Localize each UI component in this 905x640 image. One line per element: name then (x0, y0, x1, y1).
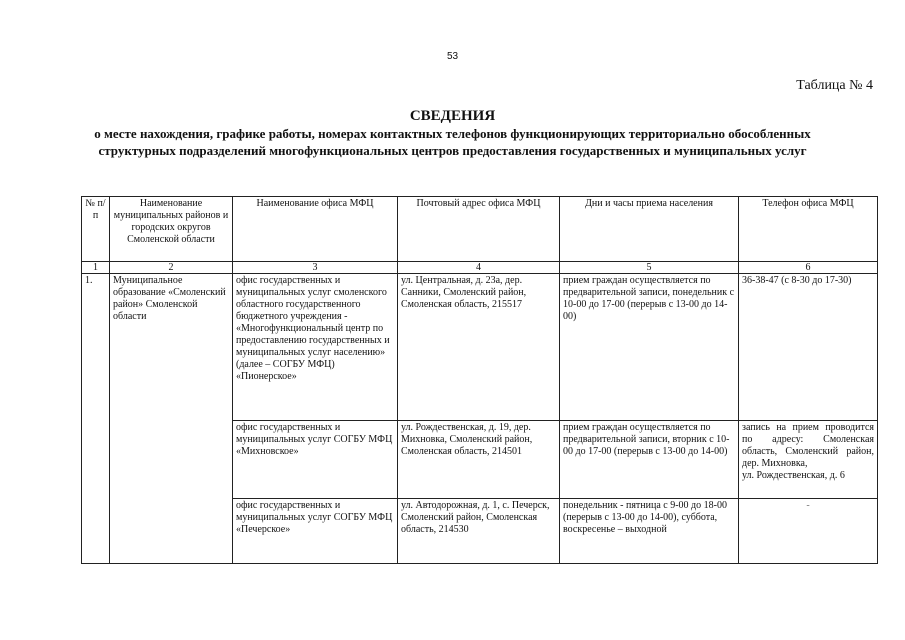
office-phone-cell (739, 274, 878, 421)
office-hours-cell: прием граждан осуществляется по предварительной записи, понедельник с 10-00 до 17-00 (перерыв с 13-00 до 14-00) (560, 274, 739, 421)
office-phone-text: - (806, 500, 810, 511)
header-number: № п/п (82, 197, 110, 262)
office-address-cell: ул. Рождественская, д. 19, дер. Михновка, Смоленский район, Смоленская область, 214501 (398, 421, 560, 499)
table-row (82, 274, 878, 421)
column-number: 1 (82, 262, 110, 274)
office-name-cell: офис государственных и муниципальных услуг СОГБУ МФЦ «Печерское» (233, 499, 398, 564)
office-name-cell: офис государственных и муниципальных услуг СОГБУ МФЦ «Михновское» (233, 421, 398, 499)
document-title: СВЕДЕНИЯ (409, 108, 496, 124)
row-number: 1. (82, 274, 110, 564)
document-heading (80, 107, 825, 159)
document-subtitle: о месте нахождения, графике работы, номерах контактных телефонов функционирующих территориально обособленных структурных подразделений многофункциональных центров предоставления государственных и муниципальных услуг (94, 126, 811, 158)
office-address-cell: ул. Центральная, д. 23а, дер. Санники, Смоленский район, Смоленская область, 215517 (398, 274, 560, 421)
office-phone-cell (739, 499, 878, 564)
office-address-cell: ул. Автодорожная, д. 1, с. Печерск, Смоленский район, Смоленская область, 214530 (398, 499, 560, 564)
table-header-row (82, 197, 878, 262)
office-phone-extra: ул. Рождественская, д. 6 (742, 470, 845, 481)
office-hours-cell: прием граждан осуществляется по предварительной записи, вторник с 10-00 до 17-00 (перерыв с 13-00 до 14-00) (560, 421, 739, 499)
page-number: 53 (446, 51, 459, 62)
header-district: Наименование муниципальных районов и городских округов Смоленской области (110, 197, 233, 262)
column-number: 3 (233, 262, 398, 274)
office-name-cell: офис государственных и муниципальных услуг смоленского областного государственного бюджетного учреждения - «Многофункциональный центр по предоставлению государственных и муниципальных услуг населению» (далее – СОГБУ МФЦ) «Пионерское» (233, 274, 398, 421)
office-hours-cell: понедельник - пятница с 9-00 до 18-00 (перерыв с 13-00 до 14-00), суббота, воскресенье – выходной (560, 499, 739, 564)
office-phone-text: 36-38-47 (с 8-30 до 17-30) (742, 275, 852, 286)
header-reception-hours: Дни и часы приема населения (560, 197, 739, 262)
column-number: 6 (739, 262, 878, 274)
column-number: 4 (398, 262, 560, 274)
header-postal-address: Почтовый адрес офиса МФЦ (398, 197, 560, 262)
column-numbers-row (82, 262, 878, 274)
district-cell: Муниципальное образование «Смоленский район» Смоленской области (110, 274, 233, 564)
office-phone-cell (739, 421, 878, 499)
mfc-offices-table (81, 196, 878, 564)
column-number: 2 (110, 262, 233, 274)
table-label: Таблица № 4 (796, 78, 873, 93)
header-phone: Телефон офиса МФЦ (739, 197, 878, 262)
column-number: 5 (560, 262, 739, 274)
office-phone-text: запись на прием проводится по адресу: Смоленская область, Смоленский район, дер. Михновка, (742, 422, 874, 469)
header-office-name: Наименование офиса МФЦ (233, 197, 398, 262)
